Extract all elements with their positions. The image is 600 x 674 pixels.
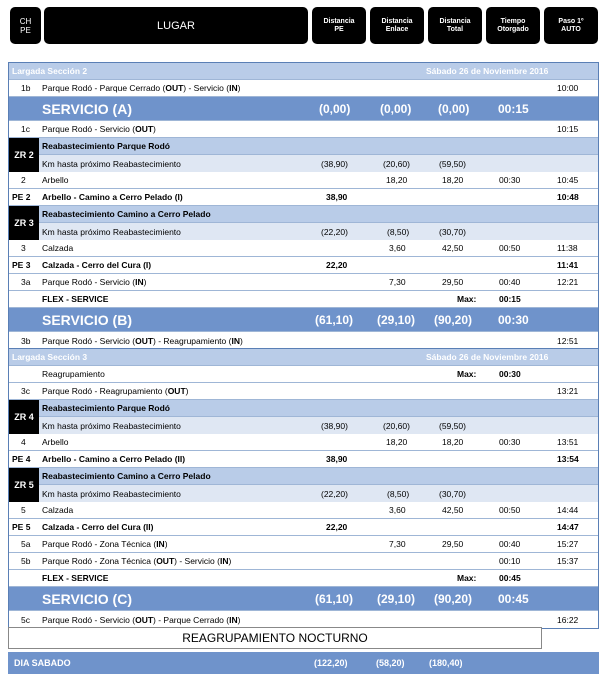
service-c-time: 00:45: [498, 591, 529, 606]
table-row: [9, 434, 598, 451]
service-a-label: SERVICIO (A): [42, 100, 132, 117]
row-lugar: Arbello - Camino a Cerro Pelado (I): [42, 192, 183, 202]
row-lugar: Calzada - Cerro del Cura (II): [42, 522, 154, 532]
section-2-table: [8, 62, 599, 350]
row-total: 29,50: [442, 277, 464, 287]
zr4-title-row: [9, 400, 598, 417]
zr3-pe: (22,20): [321, 226, 348, 237]
flex-max: Max:: [457, 573, 477, 583]
day-pe: (122,20): [314, 658, 348, 668]
service-b-label: SERVICIO (B): [42, 311, 132, 328]
row-paso: 12:51: [557, 335, 579, 346]
row-paso: 13:54: [557, 454, 579, 464]
row-enlace: 18,20: [386, 175, 408, 185]
row-time: 00:40: [499, 277, 521, 287]
row-time: 00:40: [499, 539, 521, 549]
row-lugar: Parque Rodó - Zona Técnica ( IN ): [42, 539, 168, 549]
service-c-enlace: (29,10): [377, 591, 416, 606]
header-distancia-total: Distancia Total: [428, 7, 482, 44]
header-tiempo-otorgado: Tiempo Otorgado: [486, 7, 540, 44]
zr5-total: (30,70): [439, 488, 466, 499]
table-row: [9, 332, 598, 349]
zr4-enlace: (20,60): [383, 420, 410, 431]
row-paso: 13:51: [557, 437, 579, 447]
row-pe: 38,90: [326, 192, 348, 202]
section-2-title: Largada Sección 2: [12, 66, 88, 76]
zr5-title-row: [9, 468, 598, 485]
zr3-title: Reabastecimiento Camino a Cerro Pelado: [42, 209, 211, 219]
header-distancia-enlace: Distancia Enlace: [370, 7, 424, 44]
pe4-row: [9, 451, 598, 468]
row-ch: 5: [21, 505, 26, 515]
day-enlace: (58,20): [376, 658, 405, 668]
table-row: [9, 240, 598, 257]
zr3-km: Km hasta próximo Reabastecimiento: [42, 226, 181, 237]
day-total-row: [8, 652, 599, 674]
service-a-time: 00:15: [498, 101, 529, 116]
row-pe: 38,90: [326, 454, 348, 464]
row-total: 42,50: [442, 243, 464, 253]
zr3-enlace: (8,50): [387, 226, 410, 237]
zr4-title: Reabastecimiento Parque Rodó: [42, 403, 171, 413]
row-paso: 16:22: [557, 614, 579, 625]
row-lugar: Parque Rodó - Servicio ( IN ): [42, 277, 147, 287]
row-lugar: Arbello - Camino a Cerro Pelado (II): [42, 454, 186, 464]
row-paso: 11:38: [557, 243, 578, 253]
service-a-row: [9, 97, 598, 121]
row-paso: 13:21: [557, 386, 579, 396]
zr3-title-row: [9, 206, 598, 223]
zr5-tag: ZR 5: [9, 468, 39, 502]
zr5-block: [9, 468, 598, 502]
row-paso: 11:41: [557, 260, 579, 270]
zr4-km-row: [9, 417, 598, 434]
flex-service-row: [9, 570, 598, 587]
pe2-row: [9, 189, 598, 206]
service-b-row: [9, 308, 598, 332]
zr2-km: Km hasta próximo Reabastecimiento: [42, 158, 181, 169]
service-b-pe: (61,10): [315, 312, 354, 327]
service-b-enlace: (29,10): [377, 312, 416, 327]
row-time: 00:30: [499, 437, 521, 447]
table-row: [9, 172, 598, 189]
row-lugar: Arbello: [42, 175, 69, 185]
zr3-total: (30,70): [439, 226, 466, 237]
row-ch: 5b: [21, 556, 31, 566]
reagrupamiento-row: [9, 366, 598, 383]
row-ch: PE 3: [12, 260, 31, 270]
day-label: DIA SABADO: [14, 658, 71, 668]
zr5-pe: (22,20): [321, 488, 348, 499]
row-ch: 3a: [21, 277, 31, 287]
row-ch: PE 4: [12, 454, 31, 464]
zr5-enlace: (8,50): [387, 488, 410, 499]
row-pe: 22,20: [326, 522, 348, 532]
row-ch: 5a: [21, 539, 31, 549]
row-paso: 10:00: [557, 83, 579, 93]
table-row: [9, 80, 598, 97]
table-row: [9, 502, 598, 519]
pe5-row: [9, 519, 598, 536]
table-row: [9, 121, 598, 138]
row-ch: 5c: [21, 614, 30, 625]
service-a-enlace: (0,00): [380, 101, 412, 116]
zr2-total: (59,50): [439, 158, 466, 169]
reag-time: 00:30: [499, 369, 521, 379]
row-lugar: Arbello: [42, 437, 69, 447]
row-pe: 22,20: [326, 260, 348, 270]
row-total: 18,20: [442, 175, 464, 185]
flex-label: FLEX - SERVICE: [42, 294, 109, 304]
zr5-km-row: [9, 485, 598, 502]
row-paso: 12:21: [557, 277, 579, 287]
reagrupamiento-nocturno-banner: REAGRUPAMIENTO NOCTURNO: [8, 627, 542, 649]
header-ch: CH: [19, 16, 32, 26]
header-distancia-pe: Distancia PE: [312, 7, 366, 44]
service-b-total: (90,20): [434, 312, 473, 327]
row-paso: 14:44: [557, 505, 579, 515]
service-b-time: 00:30: [498, 312, 529, 327]
flex-time: 00:45: [499, 573, 521, 583]
zr4-pe: (38,90): [321, 420, 348, 431]
row-time: 00:10: [499, 556, 521, 566]
zr2-pe: (38,90): [321, 158, 348, 169]
service-a-total: (0,00): [438, 101, 470, 116]
row-ch: 3c: [21, 386, 30, 396]
row-time: 00:50: [499, 505, 521, 515]
zr2-title: Reabastecimiento Parque Rodó: [42, 141, 171, 151]
table-row: [9, 274, 598, 291]
row-enlace: 7,30: [389, 277, 406, 287]
row-ch: 2: [21, 175, 26, 185]
flex-service-row: [9, 291, 598, 308]
zr2-enlace: (20,60): [383, 158, 410, 169]
header-pe: PE: [20, 25, 31, 35]
table-row: [9, 553, 598, 570]
zr2-title-row: [9, 138, 598, 155]
reag-max: Max:: [457, 369, 477, 379]
row-enlace: 18,20: [386, 437, 408, 447]
row-lugar: Parque Rodó - Servicio ( OUT ) - Reagrupamiento ( IN ): [42, 335, 243, 346]
row-lugar: Calzada: [42, 505, 74, 515]
service-a-pe: (0,00): [319, 101, 351, 116]
service-c-pe: (61,10): [315, 591, 354, 606]
zr3-km-row: [9, 223, 598, 240]
zr4-tag: ZR 4: [9, 400, 39, 434]
row-total: 29,50: [442, 539, 464, 549]
table-row: [9, 536, 598, 553]
zr5-title: Reabastecimiento Camino a Cerro Pelado: [42, 471, 211, 481]
zr2-tag: ZR 2: [9, 138, 39, 172]
zr5-km: Km hasta próximo Reabastecimiento: [42, 488, 181, 499]
row-paso: 10:48: [557, 192, 579, 202]
header-paso-auto: Paso 1º AUTO: [544, 7, 598, 44]
row-ch: 4: [21, 437, 26, 447]
flex-max: Max:: [457, 294, 477, 304]
service-c-label: SERVICIO (C): [42, 590, 132, 607]
section-2-title-row: [9, 63, 598, 80]
table-row: [9, 611, 598, 628]
zr2-km-row: [9, 155, 598, 172]
row-ch: 3b: [21, 335, 31, 346]
row-lugar: Parque Rodó - Reagrupamiento ( OUT ): [42, 386, 189, 396]
service-c-total: (90,20): [434, 591, 473, 606]
row-total: 18,20: [442, 437, 464, 447]
row-ch: 1c: [21, 124, 30, 134]
row-lugar: Parque Rodó - Servicio ( OUT ) - Parque Cerrado ( IN ): [42, 614, 241, 625]
row-total: 42,50: [442, 505, 464, 515]
row-lugar: Calzada: [42, 243, 74, 253]
row-lugar: Parque Rodó - Servicio ( OUT ): [42, 124, 156, 134]
section-3-title-row: [9, 349, 598, 366]
row-lugar: Parque Rodó - Parque Cerrado ( OUT ) - Servicio ( IN ): [42, 83, 241, 93]
row-ch: 3: [21, 243, 26, 253]
section-2-date: Sábado 26 de Noviembre 2016: [426, 66, 549, 76]
row-paso: 10:15: [557, 124, 579, 134]
row-paso: 15:27: [557, 539, 579, 549]
row-paso: 10:45: [557, 175, 579, 185]
row-enlace: 3,60: [389, 505, 406, 515]
day-total: (180,40): [429, 658, 463, 668]
row-paso: 15:37: [557, 556, 579, 566]
header-ch-pe: [10, 7, 41, 44]
row-ch: PE 5: [12, 522, 31, 532]
pe3-row: [9, 257, 598, 274]
zr4-total: (59,50): [439, 420, 466, 431]
row-enlace: 7,30: [389, 539, 406, 549]
row-ch: PE 2: [12, 192, 31, 202]
table-row: [9, 383, 598, 400]
section-3-title: Largada Sección 3: [12, 352, 88, 362]
flex-time: 00:15: [499, 294, 521, 304]
zr2-block: [9, 138, 598, 172]
header-lugar: LUGAR: [44, 7, 308, 44]
table-header: [0, 0, 600, 50]
row-lugar: Parque Rodó - Zona Técnica ( OUT ) - Servicio ( IN ): [42, 556, 232, 566]
row-enlace: 3,60: [389, 243, 406, 253]
flex-label: FLEX - SERVICE: [42, 573, 109, 583]
row-time: 00:30: [499, 175, 521, 185]
zr3-tag: ZR 3: [9, 206, 39, 240]
row-paso: 14:47: [557, 522, 579, 532]
section-3-date: Sábado 26 de Noviembre 2016: [426, 352, 549, 362]
zr4-block: [9, 400, 598, 434]
zr4-km: Km hasta próximo Reabastecimiento: [42, 420, 181, 431]
row-lugar: Calzada - Cerro del Cura (I): [42, 260, 152, 270]
row-lugar: Reagrupamiento: [42, 369, 105, 379]
section-3-table: [8, 348, 599, 629]
row-time: 00:50: [499, 243, 521, 253]
zr3-block: [9, 206, 598, 240]
service-c-row: [9, 587, 598, 611]
row-ch: 1b: [21, 83, 31, 93]
